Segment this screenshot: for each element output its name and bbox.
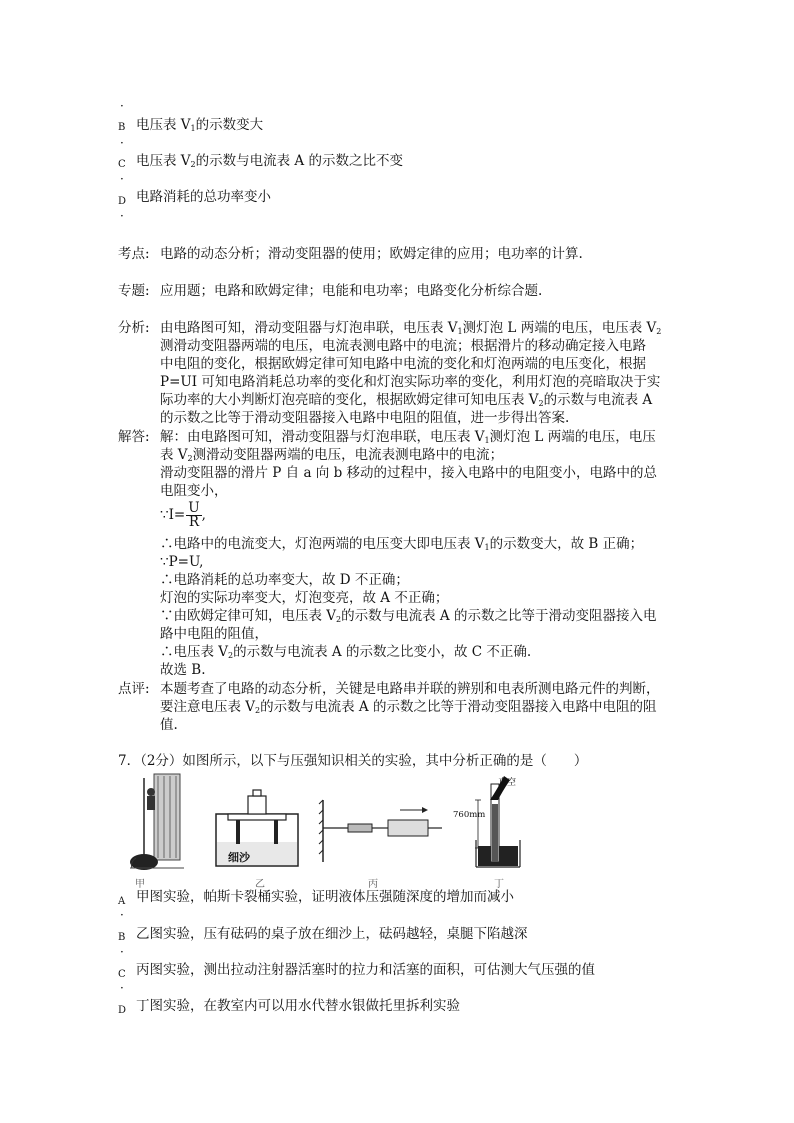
option-separator-dot: · (120, 908, 124, 922)
option-b-letter: B (118, 122, 126, 133)
q7-option-b-letter: B (118, 932, 126, 943)
q7-figures (118, 770, 526, 880)
option-d-text: 电路消耗的总功率变小 (136, 189, 271, 205)
q7-option-a-letter: A (118, 896, 126, 907)
kaodian-label: 考点: (118, 246, 150, 262)
zhuanti-label: 专题: (118, 283, 150, 299)
option-separator-dot: · (120, 136, 124, 150)
figure-jia-label: 甲 (135, 879, 145, 890)
figure-bing-label: 丙 (368, 879, 378, 890)
dianping-line: 本题考查了电路的动态分析，关键是电路串并联的辨别和电表所测电路元件的判断， (160, 681, 660, 697)
jieda-line: 解：由电路图可知，滑动变阻器与灯泡串联，电压表 $V_1$测灯泡 L 两端的电压，电压 (160, 429, 656, 445)
zhuanti-text: 应用题；电路和欧姆定律；电能和电功率；电路变化分析综合题. (160, 283, 543, 299)
jieda-line: 滑动变阻器的滑片 P 自 a 向 b 移动的过程中，接入电路中的电阻变小，电路中的总 (160, 465, 658, 481)
option-separator-dot: · (120, 99, 124, 113)
fenxi-line: 际功率的大小判断灯泡亮暗的变化，根据欧姆定律可知电压表 $V_2$的示数与电流表 A (160, 392, 653, 408)
q7-option-a-text: 甲图实验，帕斯卡裂桶实验，证明液体压强随深度的增加而减小 (136, 889, 514, 905)
jieda-line: 故选 B. (160, 662, 206, 678)
jieda-line: 路中电阻的阻值， (160, 626, 268, 642)
jieda-line: 灯泡的实际功率变大，灯泡变亮，故 A 不正确； (160, 590, 449, 606)
option-separator-dot: · (120, 981, 124, 995)
option-c-letter: C (118, 159, 126, 170)
option-separator-dot: · (120, 945, 124, 959)
kaodian-text: 电路的动态分析；滑动变阻器的使用；欧姆定律的应用；电功率的计算. (160, 246, 583, 262)
figure-ding-label: 丁 (494, 879, 504, 890)
q7-option-b-text: 乙图实验，压有砝码的桌子放在细沙上，砝码越轻，桌腿下陷越深 (136, 926, 528, 942)
jieda-label: 解答: (118, 429, 150, 445)
fenxi-line: 测滑动变阻器两端的电压，电流表测电路中的电流；根据滑片的移动确定接入电路 (160, 338, 646, 354)
option-separator-dot: · (120, 172, 124, 186)
figure-yi-sand-label: 细沙 (228, 851, 250, 864)
q7-option-d-text: 丁图实验，在教室内可以用水代替水银做托里拆利实验 (136, 998, 460, 1014)
fenxi-line: 的示数之比等于滑动变阻器接入电路中电阻的阻值，进一步得出答案. (160, 410, 570, 426)
figure-jia-pascal-barrel (130, 774, 184, 870)
option-d-letter: D (118, 196, 127, 207)
dianping-line: 要注意电压表 $V_2$的示数与电流表 A 的示数之比等于滑动变阻器接入电路中电阻的阻 (160, 699, 657, 715)
jieda-line: ∵P=U, (160, 554, 204, 570)
jieda-line: ∴电路消耗的总功率变大，故 D 不正确； (160, 572, 409, 588)
jieda-line: 电阻变小， (160, 483, 228, 499)
figure-bing-syringe (319, 800, 442, 862)
fenxi-line: 中电阻的变化，根据欧姆定律可知电路中电流的变化和灯泡两端的电压变化，根据 (160, 356, 646, 372)
jieda-line: ∴电路中的电流变大，灯泡两端的电压变大即电压表 $V_1$的示数变大，故 B 正确； (160, 536, 644, 552)
fenxi-label: 分析: (118, 320, 150, 336)
option-c-text: 电压表 $V_2$的示数与电流表 A 的示数之比不变 (136, 153, 403, 169)
jieda-line: ∴电压表 $V_2$的示数与电流表 A 的示数之比变小，故 C 不正确. (160, 644, 532, 660)
jieda-line: ∵由欧姆定律可知，电压表 $V_2$的示数与电流表 A 的示数之比等于滑动变阻器接入电 (160, 608, 657, 624)
dianping-line: 值. (160, 717, 178, 733)
q7-option-c-letter: C (118, 969, 126, 980)
q7-option-c-text: 丙图实验，测出拉动注射器活塞时的拉力和活塞的面积，可估测大气压强的值 (136, 962, 595, 978)
q7-option-d-letter: D (118, 1005, 127, 1016)
option-separator-dot: · (120, 209, 124, 223)
fenxi-line: P=UI 可知电路消耗总功率的变化和灯泡实际功率的变化，利用灯泡的亮暗取决于实 (160, 374, 661, 390)
figure-ding-vacuum-label: 真空 (498, 778, 517, 788)
dianping-label: 点评: (118, 681, 150, 697)
figure-yi-label: 乙 (255, 879, 265, 890)
option-b-text: 电压表 $V_1$的示数变大 (136, 117, 264, 133)
figure-ding-760mm-label: 760mm (453, 810, 486, 820)
jieda-line: 表 $V_2$测滑动变阻器两端的电压，电流表测电路中的电流； (160, 447, 504, 463)
fenxi-line: 由电路图可知，滑动变阻器与灯泡串联，电压表 $V_1$测灯泡 L 两端的电压，电压表 $V_2$ (160, 320, 662, 336)
fraction-u-over-r: $\frac{U}{R}$ (188, 500, 200, 530)
jieda-ohms-law-formula: ∵I= $\frac{U}{R}$ , (160, 500, 206, 530)
q7-stem: 7．（2分）如图所示，以下与压强知识相关的实验，其中分析正确的是（ ） (118, 753, 588, 769)
